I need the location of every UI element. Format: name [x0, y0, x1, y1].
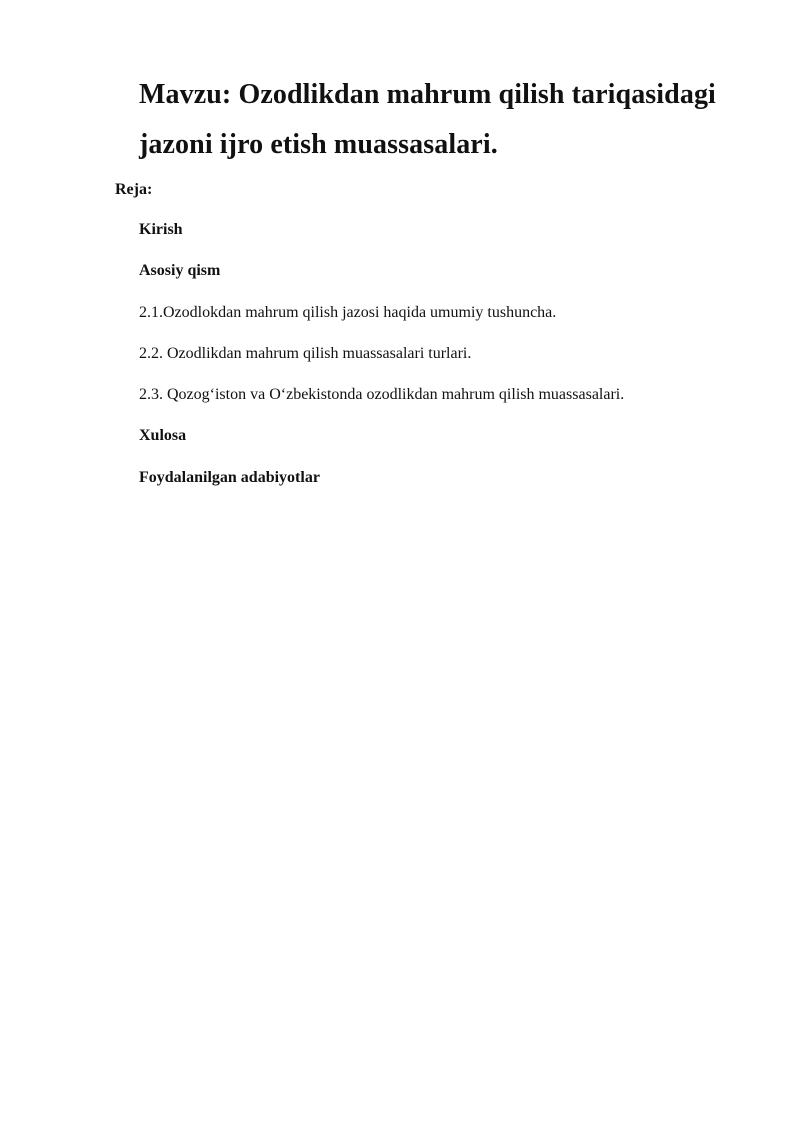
plan-item-2-3: 2.3. Qozog‘iston va O‘zbekistonda ozodlikdan mahrum qilish muassasalari. [139, 386, 625, 404]
plan-item-references: Foydalanilgan adabiyotlar [139, 468, 320, 486]
plan-list [139, 220, 624, 509]
title-line-1: Mavzu: Ozodlikdan mahrum qilish tariqasidagi [139, 79, 716, 110]
plan-item-2-2: 2.2. Ozodlikdan mahrum qilish muassasalari turlari. [139, 344, 472, 362]
plan-item-conclusion: Xulosa [139, 427, 187, 445]
plan-item-2-1: 2.1.Ozodlokdan mahrum qilish jazosi haqida umumiy tushuncha. [139, 303, 557, 321]
plan-label: Reja: [115, 181, 153, 198]
plan-item-introduction: Kirish [139, 221, 183, 238]
plan-item-main-part: Asosiy qism [139, 262, 221, 280]
title-line-2: jazoni ijro etish muassasalari. [139, 129, 498, 160]
document-title [139, 70, 739, 170]
